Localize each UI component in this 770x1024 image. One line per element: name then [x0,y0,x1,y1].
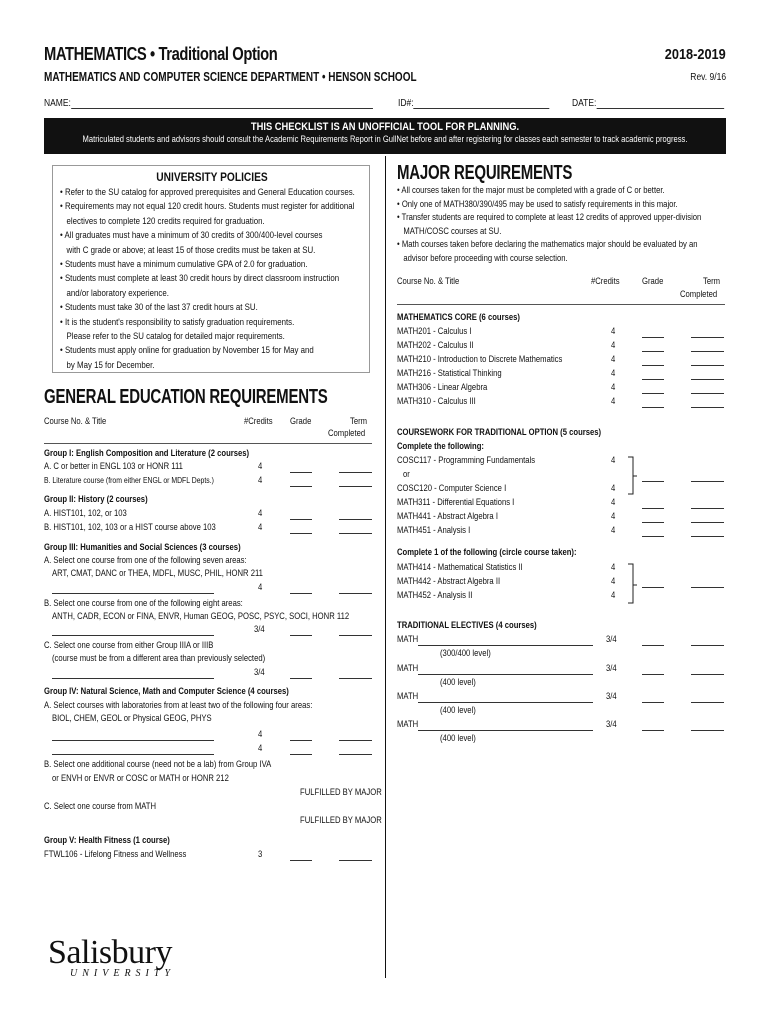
id-field[interactable] [398,98,550,109]
credits: 3/4 [606,663,617,674]
subsection-title: Complete the following: [397,441,484,452]
col-course-header: Course No. & Title [397,276,460,287]
course-row: MATH216 - Statistical Thinking [397,368,502,379]
grade-blank[interactable] [642,730,664,731]
revision-label: Rev. 9/16 [690,72,726,83]
term-blank[interactable] [339,678,372,679]
credits: 4 [611,483,616,494]
column-divider [385,156,386,978]
core-title: MATHEMATICS CORE (6 courses) [397,312,520,323]
fulfilled-note: FULFILLED BY MAJOR [300,787,382,798]
credits: 4 [258,461,263,472]
name-label: NAME: [44,98,71,109]
grade-blank[interactable] [642,587,664,588]
id-label: ID#: [398,98,414,109]
policy-item: • Students must take 30 of the last 37 credit hours at SU. [60,302,258,314]
grade-blank[interactable] [642,379,664,380]
credits: 3/4 [606,719,617,730]
elective-blank[interactable] [418,730,593,731]
logo-wordmark: Salisbury [48,934,172,971]
course-row[interactable]: MATH414 - Mathematical Statistics II [397,562,523,573]
policy-item: by May 15 for December. [66,359,155,371]
term-blank[interactable] [691,536,724,537]
term-blank[interactable] [339,593,372,594]
level-note: (300/400 level) [440,648,491,659]
col-course-header: Course No. & Title [44,416,107,427]
credits: 3/4 [254,624,265,635]
course-blank[interactable] [52,740,214,741]
course-row: C. Select one course from MATH [44,801,157,812]
elective-blank[interactable] [418,674,593,675]
course-row: MATH451 - Analysis I [397,525,471,536]
trad-title: COURSEWORK FOR TRADITIONAL OPTION (5 courses) [397,427,602,438]
gen-ed-title: GENERAL EDUCATION REQUIREMENTS [44,386,328,408]
name-blank[interactable] [71,99,373,109]
course-row[interactable]: MATH442 - Abstract Algebra II [397,576,501,587]
grade-blank[interactable] [290,519,312,520]
fulfilled-note: FULFILLED BY MAJOR [300,815,382,826]
elective-label: MATH [397,719,419,730]
header-rule [397,304,725,305]
course-blank[interactable] [52,678,214,679]
logo-subtitle: UNIVERSITY [70,968,175,979]
grade-blank[interactable] [290,678,312,679]
term-blank[interactable] [339,754,372,755]
course-row: MATH310 - Calculus III [397,396,476,407]
term-blank[interactable] [691,645,724,646]
credits: 4 [611,576,616,587]
course-row: BIOL, CHEM, GEOL or Physical GEOG, PHYS [52,713,212,724]
term-blank[interactable] [691,702,724,703]
credits: 4 [611,562,616,573]
policy-item: with C grade or above; at least 15 of those credits must be taken at SU. [66,244,316,256]
course-row: (course must be from a different area than previously selected) [52,653,266,664]
term-blank[interactable] [691,481,724,482]
policies-list [60,186,355,373]
col-term-header: Completed [328,428,366,439]
credits: 4 [258,508,263,519]
term-blank[interactable] [339,740,372,741]
grade-blank[interactable] [290,754,312,755]
course-blank[interactable] [52,593,214,594]
course-row: MATH311 - Differential Equations I [397,497,515,508]
policy-item: • Students must apply online for graduation by November 15 for May and [60,345,314,357]
policy-item: • It is the student's responsibility to satisfy graduation requirements. [60,316,295,328]
term-blank[interactable] [691,365,724,366]
elective-blank[interactable] [418,702,593,703]
disclaimer-banner [44,118,726,154]
credits: 4 [258,743,263,754]
elective-blank[interactable] [418,645,593,646]
date-field[interactable] [572,98,724,109]
grade-blank[interactable] [642,702,664,703]
term-blank[interactable] [339,519,372,520]
course-row: MATH210 - Introduction to Discrete Mathematics [397,354,563,365]
bracket-icon [626,456,638,496]
grade-blank[interactable] [290,486,312,487]
course-row: ANTH, CADR, ECON or FINA, ENVR, Human GEOG, POSC, PSYC, SOCI, HONR 112 [52,611,350,622]
major-title: MAJOR REQUIREMENTS [397,162,573,184]
credits: 4 [611,326,616,337]
policy-item: • Students must complete at least 30 credit hours by direct classroom instruction [60,273,340,285]
header-rule [44,443,372,444]
course-blank[interactable] [52,635,214,636]
major-note: MATH/COSC courses at SU. [403,225,502,237]
course-row: MATH201 - Calculus I [397,326,472,337]
course-row[interactable]: MATH452 - Analysis II [397,590,473,601]
page-title: MATHEMATICS • Traditional Option [44,44,278,64]
course-row: B. Select one additional course (need not be a lab) from Group IVA [44,759,272,770]
course-row: or ENVH or ENVR or COSC or MATH or HONR 212 [52,773,229,784]
grade-blank[interactable] [642,481,664,482]
grade-blank[interactable] [642,351,664,352]
col-credits-header: #Credits [244,416,273,427]
credits: 3/4 [254,667,265,678]
course-row: A. Select courses with laboratories from at least two of the following four areas: [44,700,313,711]
level-note: (400 level) [440,733,476,744]
salisbury-logo [48,934,175,979]
group-title: Group V: Health Fitness (1 course) [44,835,170,846]
major-note: • All courses taken for the major must be completed with a grade of C or better. [397,185,665,196]
term-blank[interactable] [691,674,724,675]
group-title: Group III: Humanities and Social Sciences (3 courses) [44,542,241,553]
credits: 4 [611,368,616,379]
col-grade-header: Grade [290,416,312,427]
credits: 4 [611,396,616,407]
grade-blank[interactable] [642,645,664,646]
policy-item: • All graduates must have a minimum of 30 credits of 300/400-level courses [60,230,323,242]
term-blank[interactable] [339,486,372,487]
course-row: B. HIST101, 102, 103 or a HIST course above 103 [44,522,216,533]
grade-blank[interactable] [290,740,312,741]
grade-blank[interactable] [642,522,664,523]
elective-label: MATH [397,691,419,702]
course-row: C. Select one course from either Group IIIA or IIIB [44,640,214,651]
credits: 4 [611,354,616,365]
course-row: MATH306 - Linear Algebra [397,382,488,393]
date-label: DATE: [572,98,597,109]
or-label: or [403,469,410,480]
term-blank[interactable] [691,508,724,509]
term-blank[interactable] [691,730,724,731]
col-term-header: Completed [680,289,718,300]
id-blank[interactable] [414,99,550,109]
major-note: advisor before proceeding with course selection. [403,252,568,264]
grade-blank[interactable] [290,593,312,594]
group-title: Group II: History (2 courses) [44,494,148,505]
course-row: B. Select one course from one of the following eight areas: [44,598,243,609]
credits: 4 [258,522,263,533]
policy-item: Please refer to the SU catalog for detailed major requirements. [66,331,285,343]
col-term-header: Term [350,416,368,427]
grade-blank[interactable] [642,337,664,338]
course-row: A. C or better in ENGL 103 or HONR 111 [44,461,183,472]
credits: 3 [258,849,263,860]
course-row: COSC117 - Programming Fundamentals [397,455,536,466]
term-blank[interactable] [691,379,724,380]
term-blank[interactable] [691,522,724,523]
course-row: FTWL106 - Lifelong Fitness and Wellness [44,849,187,860]
credits: 4 [611,455,616,466]
level-note: (400 level) [440,677,476,688]
col-credits-header: #Credits [591,276,620,287]
credits: 4 [611,525,616,536]
credits: 4 [258,475,263,486]
policy-item: • Refer to the SU catalog for approved prerequisites and General Education courses. [60,187,355,198]
term-blank[interactable] [339,860,372,861]
course-row: A. Select one course from one of the following seven areas: [44,555,247,566]
grade-blank[interactable] [642,674,664,675]
credits: 4 [611,382,616,393]
group-title: Group IV: Natural Science, Math and Computer Science (4 courses) [44,686,289,697]
course-row: ART, CMAT, DANC or THEA, MDFL, MUSC, PHIL, HONR 211 [52,568,263,579]
name-field[interactable] [44,98,373,109]
credits: 3/4 [606,691,617,702]
term-blank[interactable] [339,472,372,473]
major-note: • Only one of MATH380/390/495 may be used to satisfy requirements in this major. [397,198,678,210]
major-note: • Transfer students are required to complete at least 12 credits of approved upper-division [397,212,702,224]
course-row: COSC120 - Computer Science I [397,483,507,494]
credits: 3/4 [606,634,617,645]
bracket-icon [626,563,638,605]
course-blank[interactable] [52,754,214,755]
department-name: MATHEMATICS AND COMPUTER SCIENCE DEPARTMENT • HENSON SCHOOL [44,70,417,84]
major-notes [397,184,701,266]
col-grade-header: Grade [642,276,664,287]
term-blank[interactable] [691,587,724,588]
grade-blank[interactable] [642,508,664,509]
grade-blank[interactable] [290,472,312,473]
policy-item: and/or laboratory experience. [66,287,169,299]
credits: 4 [258,729,263,740]
major-note: • Math courses taken before declaring the mathematics major should be evaluated by an [397,239,698,251]
grade-blank[interactable] [290,860,312,861]
grade-blank[interactable] [290,635,312,636]
policy-item: electives to complete 120 credits required for graduation. [66,215,265,227]
elective-label: MATH [397,663,419,674]
term-blank[interactable] [691,407,724,408]
policy-item: • Students must have a minimum cumulative GPA of 2.0 for graduation. [60,259,308,271]
term-blank[interactable] [691,337,724,338]
date-blank[interactable] [596,99,724,109]
grade-blank[interactable] [642,536,664,537]
level-note: (400 level) [440,705,476,716]
course-row: MATH202 - Calculus II [397,340,474,351]
grade-blank[interactable] [290,533,312,534]
grade-blank[interactable] [642,365,664,366]
course-row: A. HIST101, 102, or 103 [44,508,127,519]
course-row: MATH441 - Abstract Algebra I [397,511,498,522]
term-blank[interactable] [691,351,724,352]
subsection-title: Complete 1 of the following (circle course taken): [397,547,577,558]
academic-year: 2018-2019 [665,46,726,63]
credits: 4 [258,582,263,593]
col-term-header: Term [703,276,721,287]
grade-blank[interactable] [642,407,664,408]
credits: 4 [611,340,616,351]
banner-text: Matriculated students and advisors should consult the Academic Requirements Report in GullNet before and after registering for classes each semester to track academic progress. [82,134,688,145]
term-blank[interactable] [339,533,372,534]
grade-blank[interactable] [642,393,664,394]
banner-heading: THIS CHECKLIST IS AN UNOFFICIAL TOOL FOR PLANNING. [250,121,520,133]
electives-title: TRADITIONAL ELECTIVES (4 courses) [397,620,537,631]
group-title: Group I: English Composition and Literature (2 courses) [44,448,250,459]
policy-item: • Requirements may not equal 120 credit hours. Students must register for additional [60,201,355,213]
term-blank[interactable] [691,393,724,394]
credits: 4 [611,497,616,508]
elective-label: MATH [397,634,419,645]
course-row: B. Literature course (from either ENGL or MDFL Depts.) [44,475,214,485]
term-blank[interactable] [339,635,372,636]
policies-title: UNIVERSITY POLICIES [156,170,268,184]
credits: 4 [611,511,616,522]
credits: 4 [611,590,616,601]
